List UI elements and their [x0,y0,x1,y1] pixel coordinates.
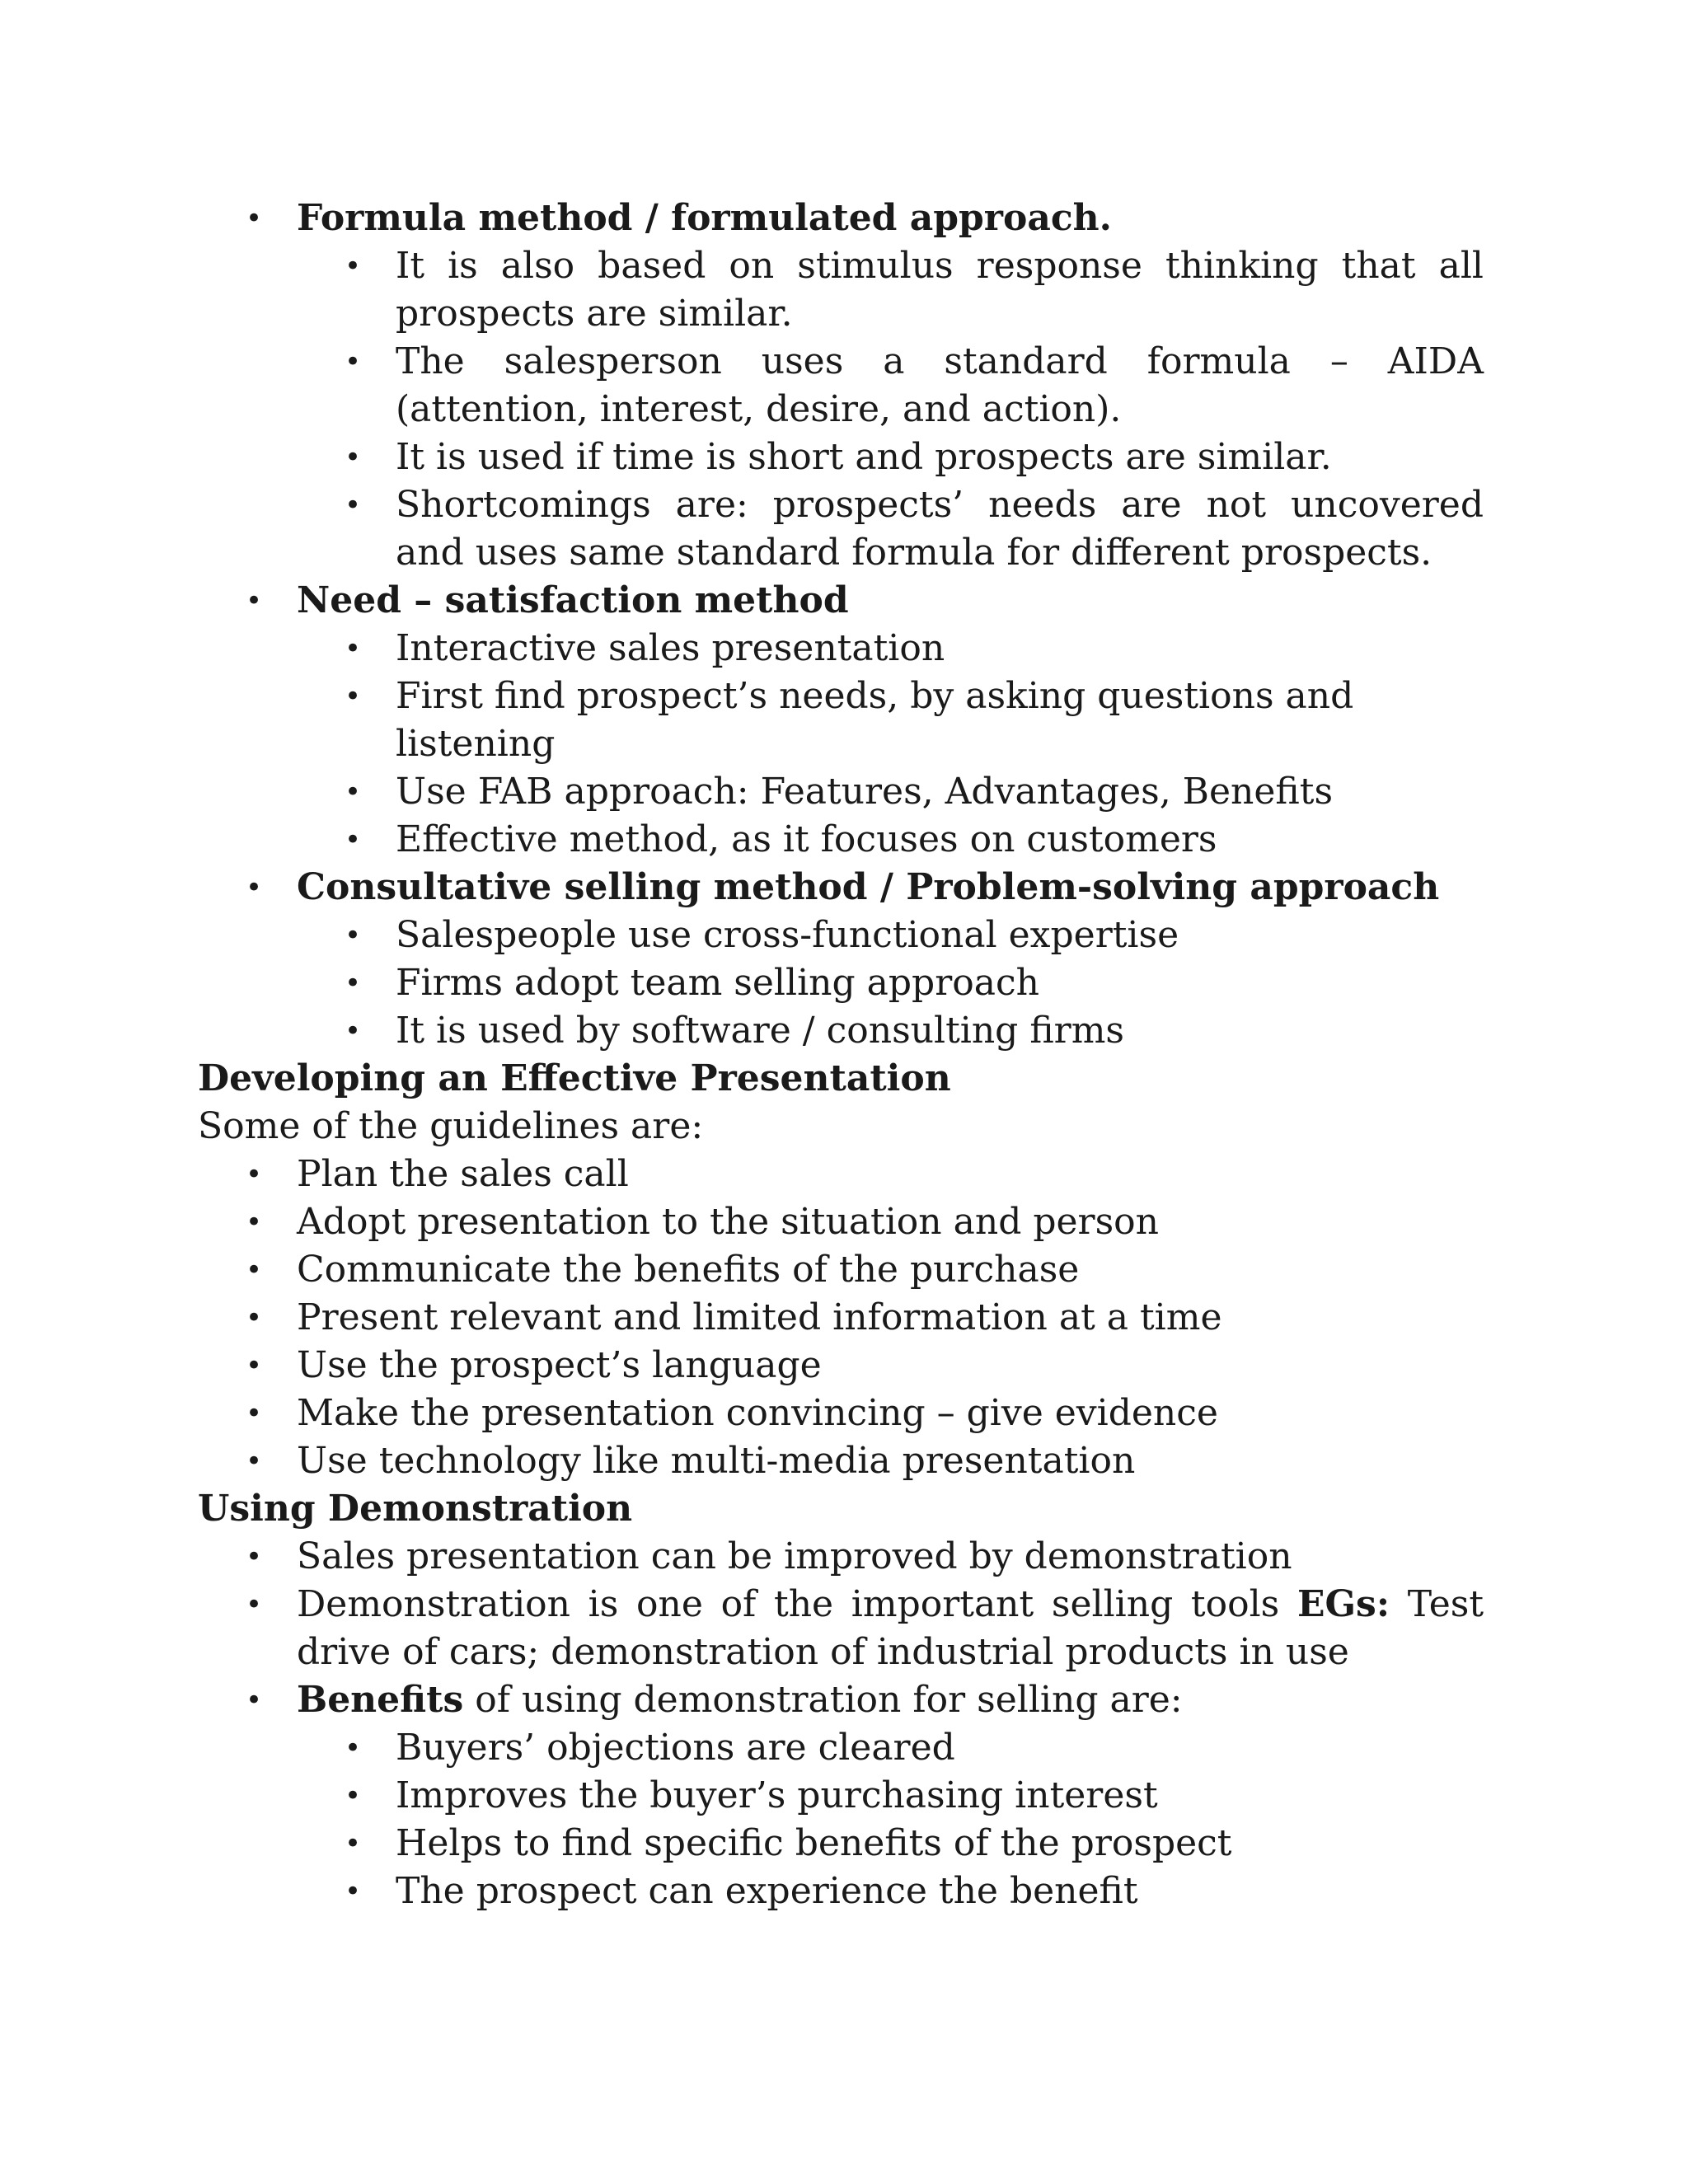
list-item [198,1151,1484,1198]
bullet-icon: • [246,584,263,617]
list-item [198,242,1484,338]
bullet-icon: • [246,1588,263,1621]
list-item-text: The prospect can experience the benefit [396,1870,1138,1912]
list-item-text: Interactive sales presentation [396,627,945,669]
section-intro: Some of the guidelines are: [198,1105,704,1147]
examples-label: EGs: [1296,1583,1390,1625]
list-item-text: of using demonstration for selling are: [463,1679,1183,1721]
list-item-text: Firms adopt team selling approach [396,962,1039,1004]
methods-list [198,194,1484,1055]
list-item-text: Demonstration is one of the important selling tools [297,1583,1297,1625]
method-title-consultative: Consultative selling method / Problem-solving approach [297,866,1440,908]
document-page [198,194,1484,1915]
bullet-icon: • [345,823,362,856]
bullet-icon: • [345,1875,362,1908]
list-item-text: Helps to find specific benefits of the prospect [396,1822,1232,1864]
list-item [198,577,1484,625]
bullet-icon: • [246,871,263,904]
section-heading-effective: Developing an Effective Presentation [198,1057,951,1099]
demonstration-list [198,1533,1484,1915]
bullet-icon: • [345,776,362,808]
list-item [198,1820,1484,1868]
list-item [198,768,1484,816]
bullet-icon: • [246,1445,263,1478]
bullet-icon: • [246,1397,263,1430]
list-item-text: Communicate the benefits of the purchase [297,1249,1080,1291]
bullet-icon: • [345,967,362,1000]
bullet-icon: • [345,489,362,522]
bullet-icon: • [246,1206,263,1239]
guidelines-list [198,1151,1484,1485]
list-item-text: It is used if time is short and prospects are similar. [396,436,1332,478]
list-item [198,481,1484,577]
list-item [198,1198,1484,1246]
list-item-text: Improves the buyer’s purchasing interest [396,1774,1158,1816]
list-item-text: Present relevant and limited information at a time [297,1296,1222,1338]
list-item [198,1437,1484,1485]
list-item-text: Sales presentation can be improved by demonstration [297,1535,1292,1577]
method-title-formula: Formula method / formulated approach. [297,197,1112,239]
list-item-text: It is used by software / consulting firms [396,1010,1124,1052]
bullet-icon: • [246,1254,263,1286]
list-item [198,625,1484,673]
bullet-icon: • [246,202,263,235]
list-item-text: Plan the sales call [297,1153,629,1195]
bullet-icon: • [345,1827,362,1860]
bullet-icon: • [345,632,362,665]
list-item [198,434,1484,481]
list-item [198,338,1484,434]
list-item [198,1581,1484,1676]
list-item-text: It is also based on stimulus response thinking that all prospects are similar. [396,245,1484,335]
section-heading-demonstration: Using Demonstration [198,1488,633,1530]
list-item [198,1724,1484,1772]
list-item-text: The salesperson uses a standard formula – AIDA (attention, interest, desire, and action). [396,340,1484,430]
list-item-text: First find prospect’s needs, by asking questions and listening [396,675,1354,765]
list-item [198,1533,1484,1581]
list-item [198,1294,1484,1342]
list-item [198,959,1484,1007]
list-item [198,1390,1484,1437]
list-item [198,1772,1484,1820]
list-item [198,1246,1484,1294]
list-item-text: Test drive of cars; demonstration of industrial products in use [297,1583,1484,1673]
bullet-icon: • [345,345,362,378]
bullet-icon: • [345,1779,362,1812]
list-item-text: Shortcomings are: prospects’ needs are not uncovered and uses same standard formula for different prospects. [396,484,1484,574]
bullet-icon: • [345,441,362,474]
list-item-text: Effective method, as it focuses on customers [396,818,1217,860]
benefits-label: Benefits [297,1679,464,1721]
bullet-icon: • [345,680,362,713]
bullet-icon: • [345,1015,362,1047]
list-item-text: Salespeople use cross-functional expertise [396,914,1179,956]
list-item-text: Use FAB approach: Features, Advantages, Benefits [396,771,1334,813]
list-item-text: Make the presentation convincing – give evidence [297,1392,1218,1434]
list-item [198,1342,1484,1390]
bullet-icon: • [246,1301,263,1334]
bullet-icon: • [345,250,362,283]
list-item [198,1868,1484,1915]
list-item-text: Buyers’ objections are cleared [396,1727,955,1769]
bullet-icon: • [246,1540,263,1573]
list-item-text: Adopt presentation to the situation and person [297,1201,1159,1243]
list-item [198,816,1484,864]
bullet-icon: • [246,1158,263,1191]
bullet-icon: • [246,1349,263,1382]
list-item [198,194,1484,242]
list-item [198,864,1484,912]
list-item-text: Use technology like multi-media presentation [297,1440,1136,1482]
list-item [198,1007,1484,1055]
list-item-text: Use the prospect’s language [297,1344,822,1386]
list-item [198,912,1484,959]
bullet-icon: • [345,1732,362,1765]
method-title-need: Need – satisfaction method [297,579,849,621]
bullet-icon: • [345,919,362,952]
list-item [198,673,1484,768]
list-item [198,1676,1484,1724]
bullet-icon: • [246,1684,263,1717]
